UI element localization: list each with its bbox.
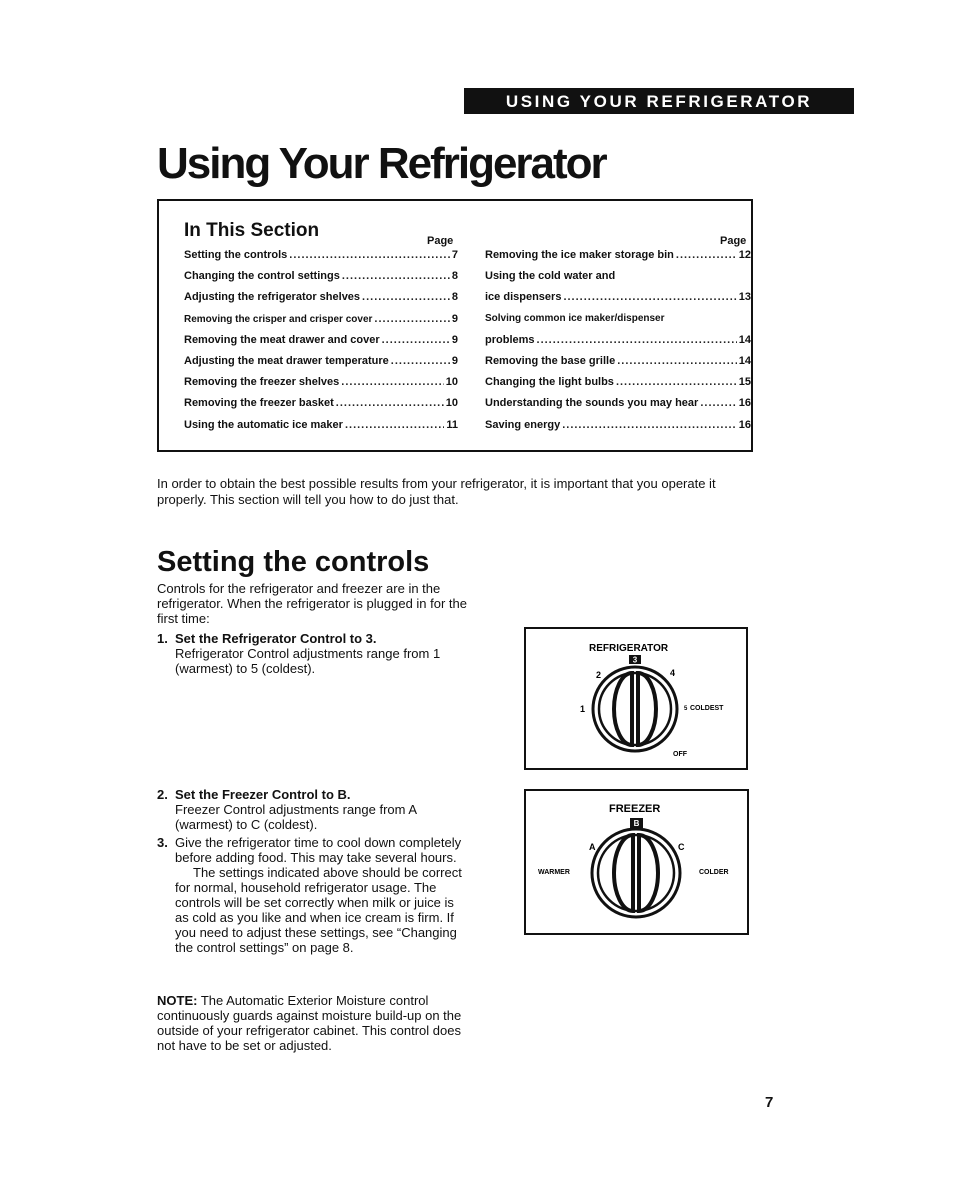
dial-outer-ring — [592, 829, 680, 917]
toc-entry-page: 8 — [451, 291, 458, 304]
toc-entry[interactable] — [485, 291, 751, 312]
dial-indicator-value: B — [633, 819, 640, 828]
toc-entry[interactable] — [184, 270, 458, 291]
dial-mark-coldest: COLDEST — [690, 705, 724, 712]
toc-entry-title: Changing the control settings — [184, 270, 340, 283]
toc-entry-title: Understanding the sounds you may hear — [485, 397, 699, 410]
dial-outer-ring — [593, 667, 677, 751]
note-text: The Automatic Exterior Moisture control continuously guards against moisture build-up on the outside of your refrigerator cabinet. This control does not have to be set or adjusted. — [157, 993, 462, 1053]
toc-entry-page: 11 — [446, 418, 458, 431]
toc-column-right — [485, 249, 751, 440]
toc-entry[interactable] — [485, 249, 751, 270]
toc-entry-title: Removing the freezer basket — [184, 397, 334, 410]
toc-entry[interactable] — [184, 249, 458, 270]
refrigerator-dial-figure — [524, 627, 748, 770]
toc-entry-title: Setting the controls — [184, 249, 288, 261]
toc-entry-title: ice dispensers — [485, 291, 562, 304]
toc-entry-page: 15 — [738, 376, 751, 389]
toc-entry[interactable] — [485, 334, 751, 355]
step-number: 2. — [157, 787, 168, 802]
toc-entry-title: Using the automatic ice maker — [184, 418, 343, 431]
note-paragraph — [157, 993, 467, 1053]
step-number: 1. — [157, 631, 168, 646]
toc-entry-page: 9 — [451, 333, 458, 346]
toc-entry[interactable] — [184, 397, 458, 418]
toc-entry-page: 7 — [451, 249, 458, 261]
dial-mark-5: 5 — [684, 706, 688, 712]
toc-entry-page: 10 — [445, 397, 458, 410]
dial-mark-a: A — [589, 842, 596, 852]
toc-box — [157, 199, 753, 452]
toc-entry-title: Removing the meat drawer and cover — [184, 333, 380, 346]
toc-entry-title: Removing the base grille — [485, 354, 616, 367]
step-1 — [157, 631, 467, 676]
toc-entry[interactable] — [485, 419, 751, 440]
toc-entry-title: Solving common ice maker/dispenser — [485, 312, 665, 324]
toc-column-left — [184, 249, 458, 440]
step-number: 3. — [157, 835, 168, 850]
step-extra: The settings indicated above should be correct for normal, household refrigerator usage. The controls will be set correctly when milk or juice is as cold as you like and when ice cream is firm. If you need to adjust these settings, see “Changing the control settings” on page 8. — [175, 865, 462, 955]
dial-knob-left — [614, 673, 632, 745]
freezer-dial-label: FREEZER — [609, 803, 661, 815]
dial-mark-2: 2 — [596, 670, 602, 680]
toc-entry[interactable] — [485, 270, 751, 291]
dial-mark-colder: COLDER — [699, 869, 729, 876]
toc-entry-page: 13 — [738, 291, 751, 304]
toc-entry-page: 9 — [451, 312, 458, 325]
step-body: Give the refrigerator time to cool down completely before adding food. This may take several hours. — [175, 835, 462, 865]
step-body: Freezer Control adjustments range from A (warmest) to C (coldest). — [175, 802, 417, 832]
dial-inner-ring — [598, 835, 674, 911]
page-title: Using Your Refrigerator — [157, 139, 606, 188]
section-title: Setting the controls — [157, 546, 430, 578]
freezer-dial-figure — [524, 789, 749, 935]
dial-mark-warmer: WARMER — [538, 869, 570, 876]
toc-entry-title: Adjusting the refrigerator shelves — [184, 291, 361, 304]
dial-mark-c: C — [678, 842, 685, 852]
toc-entry[interactable] — [485, 355, 751, 376]
refrigerator-dial-graphic — [526, 629, 750, 772]
toc-entry-title: Removing the ice maker storage bin — [485, 249, 674, 261]
toc-entry-title: problems — [485, 333, 535, 346]
toc-entry-page: 10 — [445, 376, 458, 389]
dial-indicator-value: 3 — [632, 655, 638, 665]
toc-entry-title: Using the cold water and — [485, 270, 616, 283]
refrigerator-dial-label: REFRIGERATOR — [589, 643, 669, 654]
section-lead-paragraph: Controls for the refrigerator and freezer are in the refrigerator. When the refrigerator is plugged in for the first time: — [157, 581, 467, 626]
step-2 — [157, 787, 467, 832]
toc-entry[interactable] — [184, 376, 458, 397]
toc-entry-title: Removing the freezer shelves — [184, 376, 340, 389]
dial-knob-left — [614, 835, 633, 911]
toc-entry-title: Adjusting the meat drawer temperature — [184, 354, 389, 367]
toc-heading: In This Section — [184, 220, 320, 241]
toc-entry-page: 16 — [738, 418, 751, 431]
freezer-dial-graphic — [526, 791, 751, 937]
dial-knob-right — [639, 835, 658, 911]
toc-entry[interactable] — [485, 376, 751, 397]
dial-mark-4: 4 — [670, 668, 676, 678]
toc-entry[interactable] — [485, 313, 751, 334]
toc-entry-page: 12 — [738, 249, 751, 261]
dial-knob-right — [638, 673, 656, 745]
toc-entry-title: Changing the light bulbs — [485, 376, 614, 389]
step-heading: Set the Refrigerator Control to 3. — [175, 631, 377, 646]
toc-entry-page: 8 — [451, 270, 458, 283]
toc-entry-title: Removing the crisper and crisper cover — [184, 313, 373, 325]
toc-entry[interactable] — [184, 334, 458, 355]
toc-entry-title: Saving energy — [485, 418, 561, 431]
dial-inner-ring — [599, 673, 671, 745]
toc-entry-page: 14 — [738, 333, 751, 346]
toc-entry-page: 16 — [738, 397, 751, 410]
section-header-bar: USING YOUR REFRIGERATOR — [464, 88, 854, 114]
toc-entry[interactable] — [485, 397, 751, 418]
toc-entry[interactable] — [184, 313, 458, 334]
toc-entry[interactable] — [184, 355, 458, 376]
toc-entry-page: 9 — [451, 354, 458, 367]
page-number: 7 — [765, 1094, 774, 1111]
toc-entry[interactable] — [184, 419, 458, 440]
dial-mark-off: OFF — [673, 751, 687, 758]
note-label: NOTE: — [157, 993, 198, 1008]
dial-mark-1: 1 — [580, 704, 586, 714]
toc-entry-page: 14 — [738, 354, 751, 367]
toc-entry[interactable] — [184, 291, 458, 312]
step-3 — [157, 835, 467, 955]
step-body: Refrigerator Control adjustments range from 1 (warmest) to 5 (coldest). — [175, 646, 441, 676]
toc-page-label-right: Page — [720, 235, 747, 247]
step-heading: Set the Freezer Control to B. — [175, 787, 351, 802]
toc-page-label-left: Page — [427, 235, 454, 247]
intro-paragraph: In order to obtain the best possible results from your refrigerator, it is important that you operate it properly. This section will tell you how to do just that. — [157, 476, 716, 507]
